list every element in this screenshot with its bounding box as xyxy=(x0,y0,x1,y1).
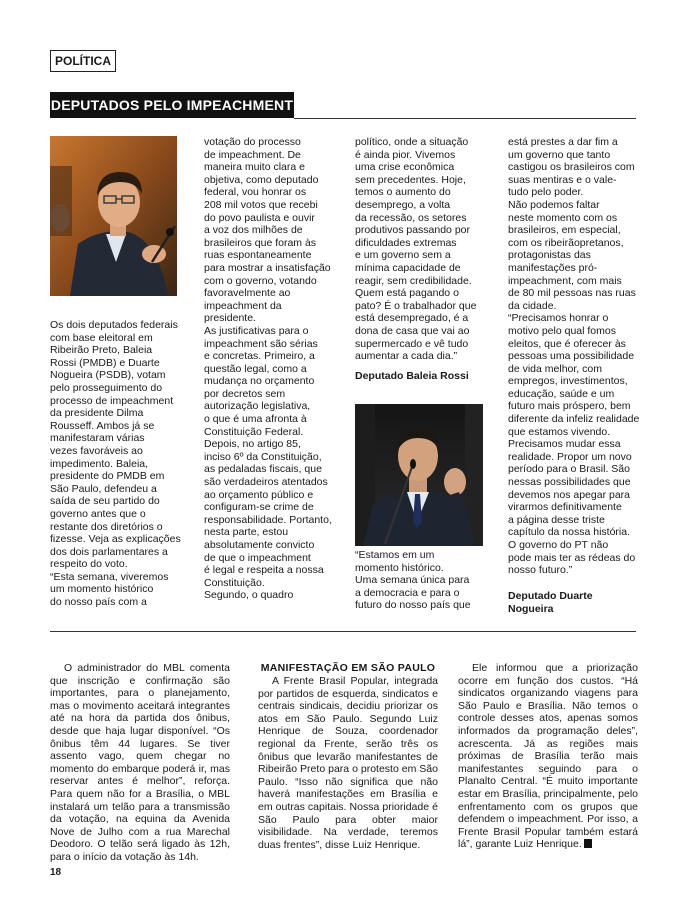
page-number: 18 xyxy=(50,867,62,878)
bottom-column-3 xyxy=(458,662,638,851)
section-divider xyxy=(50,631,636,632)
end-of-article-mark xyxy=(584,839,592,848)
bottom-column-2: A Frente Brasil Popular, integrada por partidos de esquerda, sindicatos e centrais sindicais, decidiu priorizar os atos em São Paulo. Segundo Luiz Henrique de Souza, coordenador regional da Frente, serão três os ônibus que levarão manifestantes de Ribeirão Preto para o protesto em São Paulo. “Isso não significa que não haverá manifestações em Brasília e em outras capitais. Nossa prioridade é São Paulo para obter maior visibilidade. Na verdade, teremos duas frentes”, disse Luiz Henrique. xyxy=(258,675,438,851)
photo-duarte-nogueira-image xyxy=(355,404,483,546)
top-column-1: Os dois deputados federais com base eleitoral em Ribeirão Preto, Baleia Rossi (PMDB) e Duarte Nogueira (PSDB), votam pelo prosseguimento do processo de impeachment da presidente Dilma Rousseff. Ambos já se manifestaram várias vezes favoráveis ao impedimento. Baleia, presidente do PMDB em São Paulo, defendeu a saída de seu partido do governo antes que o restante dos diretórios o fizesse. Veja as explicações dos dois parlamentares a respeito do voto. “Esta semana, viveremos um momento histórico do nosso país com a xyxy=(50,319,181,609)
top-column-2: votação do processo de impeachment. De maneira muito clara e objetiva, como deputado federal, vou honrar os 208 mil votos que recebi do povo paulista e ouvir a voz dos milhões de brasileiros que foram às ruas espontaneamente para mostrar a insatisfação com o governo, votando favoravelmente ao impeachment da presidente. As justificativas para o impeachment são sérias e concretas. Primeiro, a questão legal, como a mudança no orçamento por decretos sem autorização legislativa, o que é uma afronta à Constituição Federal. Depois, no artigo 85, inciso 6º da Constituição, as pedaladas fiscais, que são verdadeiros atentados ao orçamento público e configuram-se crime de responsabilidade. Portanto, nesta parte, estou absolutamente convicto de que o impeachment é legal e respeita a nossa Constituição. Segundo, o quadro xyxy=(204,136,332,602)
bottom-column-3-text: Ele informou que a priorização ocorre em função dos custos. “Há sindicatos organizando viagens para São Paulo e Brasília. Não temos o controle desses atos, apenas somos informados da programação deles”, acrescenta. Já as regiões mais próximas de Brasília terão mais manifestantes seguindo para o Planalto Central. “É muito importante estar em Brasília, principalmente, pelo enfrentamento com os grupos que defendem o impeachment. Por isso, a Frente Brasil Popular também estará lá”, garante Luiz Henrique. xyxy=(458,662,638,851)
article-headline: DEPUTADOS PELO IMPEACHMENT xyxy=(50,92,294,118)
byline-duarte-nogueira: Deputado Duarte Nogueira xyxy=(508,590,593,615)
top-column-4: está prestes a dar fim a um governo que tanto castigou os brasileiros com suas mentiras e o vale- tudo pelo poder. Não podemos faltar neste momento com os brasileiros, em especial, com os ribeirãopretanos, protagonistas das manifestações pró- impeachment, com mais de 80 mil pessoas nas ruas da cidade. “Precisamos honrar o motivo pelo qual fomos eleitos, que é oferecer às pessoas uma possibilidade de vida melhor, com empregos, investimentos, educação, saúde e um futuro mais próspero, bem diferente da infeliz realidade que estamos vivendo. Precisamos mudar essa realidade. Propor um novo período para o Brasil. São nessas possibilidades que devemos nos apegar para virarmos definitivamente a página desse triste capítulo da nossa história. O governo do PT não pode mais ter as rédeas do nosso futuro.” xyxy=(508,136,640,577)
top-column-3: político, onde a situação é ainda pior. Vivemos uma crise econômica sem precedentes. Hoje, temos o aumento do desemprego, a volta da recessão, os setores produtivos passando por dificuldades extremas e um governo sem a mínima capacidade de reagir, sem credibilidade. Quem está pagando o pato? É o trabalhador que está desempregado, é a dona de casa que vai ao supermercado e vê tudo aumentar a cada dia.” xyxy=(355,136,477,363)
section-tag: POLÍTICA xyxy=(50,50,116,72)
photo-duarte-nogueira xyxy=(355,404,483,546)
subhead-manifestacao: MANIFESTAÇÃO EM SÃO PAULO xyxy=(260,662,436,674)
byline-baleia-rossi: Deputado Baleia Rossi xyxy=(355,370,469,382)
photo-baleia-rossi xyxy=(50,136,177,296)
quote-duarte-nogueira: “Estamos em um momento histórico. Uma semana única para a democracia e para o futuro do nosso país que xyxy=(355,549,471,612)
photo-baleia-rossi-image xyxy=(50,136,177,296)
bottom-column-1: O administrador do MBL comenta que inscrição e confirmação são importantes, para o planejamento, mas o movimento aceitará integrantes até na hora da partida dos ônibus, desde que haja lugar disponível. “Os ônibus têm 44 lugares. Se tiver assento vago, quem chegar no momento do embarque poderá ir, mas reservar antes é melhor”, reforça. Para quem não for a Brasília, o MBL instalará um telão para a transmissão da votação, na equina da Avenida Nove de Julho com a rua Marechal Deodoro. O telão será ligado às 12h, para o início da votação às 14h. xyxy=(50,662,230,863)
headline-rule xyxy=(294,118,636,119)
